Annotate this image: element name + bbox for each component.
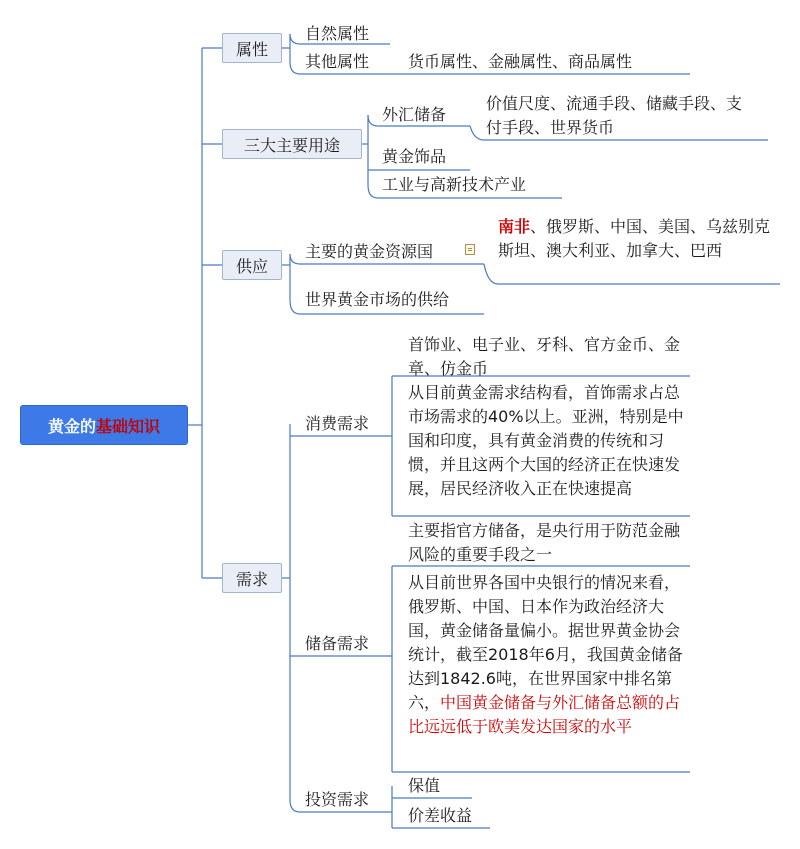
root-label-highlight: 基础知识 [96, 416, 161, 436]
node-invest-price-diff[interactable]: 价差收益 [408, 806, 473, 825]
node-other-attr-detail[interactable]: 货币属性、金融属性、商品属性 [408, 52, 633, 71]
node-attributes[interactable]: 属性 [222, 33, 282, 63]
node-industry[interactable]: 工业与高新技术产业 [382, 175, 527, 194]
node-natural-attr[interactable]: 自然属性 [305, 24, 370, 43]
root-node[interactable] [20, 405, 188, 445]
node-reserve-main[interactable]: 主要指官方储备，是央行用于防范金融风险的重要手段之一 [408, 521, 681, 564]
node-gold-sources[interactable]: 主要的黄金资源国 [305, 242, 434, 261]
node-invest-keep-value[interactable]: 保值 [408, 776, 441, 795]
node-other-attr[interactable]: 其他属性 [305, 52, 370, 71]
node-invest-demand[interactable]: 投资需求 [305, 790, 370, 809]
node-reserve-demand[interactable]: 储备需求 [305, 634, 370, 653]
node-forex-reserve[interactable]: 外汇储备 [382, 105, 447, 124]
node-market-supply[interactable]: 世界黄金市场的供给 [305, 290, 450, 309]
reserve-note-text: 从目前世界各国中央银行的情况来看，俄罗斯、中国、日本作为政治经济大国，黄金储备量偏小。据世界黄金协会统计，截至2018年6月，我国黄金储备达到1842.6吨，在世界国家中排名第六， [408, 573, 683, 712]
sources-other-countries: 、俄罗斯、中国、美国、乌兹别克斯坦、澳大利亚、加拿大、巴西 [498, 217, 771, 260]
node-consume-demand[interactable]: 消费需求 [305, 414, 370, 433]
node-forex-reserve-detail[interactable]: 价值尺度、流通手段、储藏手段、支付手段、世界货币 [486, 94, 743, 137]
node-consume-note[interactable]: 从目前黄金需求结构看，首饰需求占总市场需求的40%以上。亚洲，特别是中国和印度，具有黄金消费的传统和习惯，并且这两个大国的经济正在快速发展，居民经济收入正在快速提高 [408, 383, 684, 498]
note-icon[interactable] [465, 244, 475, 255]
node-reserve-note[interactable] [408, 571, 690, 739]
root-label-a: 黄金的 [47, 416, 96, 436]
node-gold-sources-detail[interactable] [498, 215, 778, 263]
reserve-note-highlight: 中国黄金储备与外汇储备总额的占比远远低于欧美发达国家的水平 [408, 693, 681, 736]
node-jewelry[interactable]: 黄金饰品 [382, 147, 447, 166]
node-main-uses[interactable]: 三大主要用途 [222, 129, 362, 159]
node-supply[interactable]: 供应 [222, 250, 282, 280]
node-consume-items[interactable]: 首饰业、电子业、牙科、官方金币、金章、仿金币 [408, 335, 681, 378]
node-demand[interactable]: 需求 [222, 563, 282, 593]
sources-first-country: 南非 [498, 217, 531, 236]
